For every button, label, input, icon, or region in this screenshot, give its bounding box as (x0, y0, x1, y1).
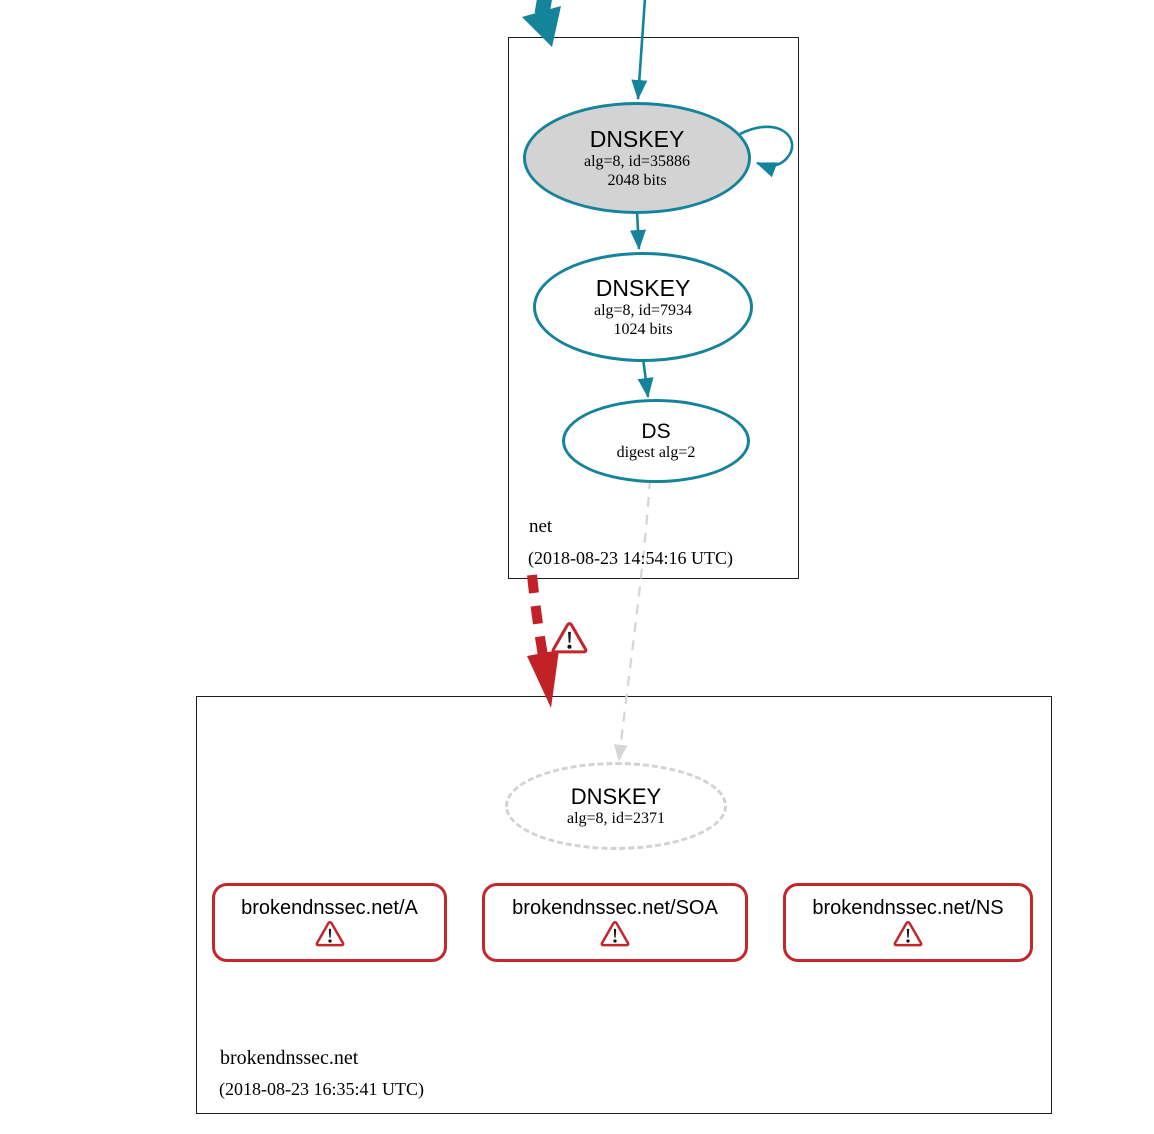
dnskey-node-2371[interactable] (505, 762, 727, 850)
edge-bogus-delegation (532, 575, 543, 656)
zone-name-brokendnssec-net: brokendnssec.net (220, 1047, 359, 1069)
node-bits: 2048 bits (607, 172, 667, 189)
node-type: DS (641, 420, 671, 443)
dnskey-node-zsk-7934[interactable] (533, 252, 753, 362)
zone-timestamp-net: (2018-08-23 14:54:16 UTC) (528, 548, 733, 568)
warning-icon (315, 920, 345, 952)
rrset-node-ns[interactable] (783, 883, 1033, 962)
warning-icon (600, 920, 630, 952)
ds-node[interactable] (562, 399, 750, 483)
node-digest: digest alg=2 (616, 444, 696, 461)
edge-parent-delegation-thick (542, 0, 549, 14)
rrset-label: brokendnssec.net/A (241, 897, 418, 919)
node-type: DNSKEY (570, 783, 662, 809)
rrset-label: brokendnssec.net/NS (812, 897, 1004, 919)
node-alg-id: alg=8, id=7934 (593, 302, 693, 319)
dnskey-node-ksk-35886[interactable] (523, 102, 751, 214)
rrset-node-soa[interactable] (482, 883, 748, 962)
node-bits: 1024 bits (613, 321, 673, 338)
rrset-node-a[interactable] (212, 883, 447, 962)
rrset-label: brokendnssec.net/SOA (512, 897, 718, 919)
node-type: DNSKEY (589, 126, 685, 152)
node-type: DNSKEY (595, 275, 691, 301)
node-alg-id: alg=8, id=2371 (566, 809, 666, 827)
zone-timestamp-brokendnssec-net: (2018-08-23 16:35:41 UTC) (219, 1079, 424, 1099)
zone-name-net: net (529, 516, 553, 537)
node-alg-id: alg=8, id=35886 (583, 153, 691, 170)
warning-icon[interactable] (551, 621, 588, 659)
warning-icon (893, 920, 923, 952)
